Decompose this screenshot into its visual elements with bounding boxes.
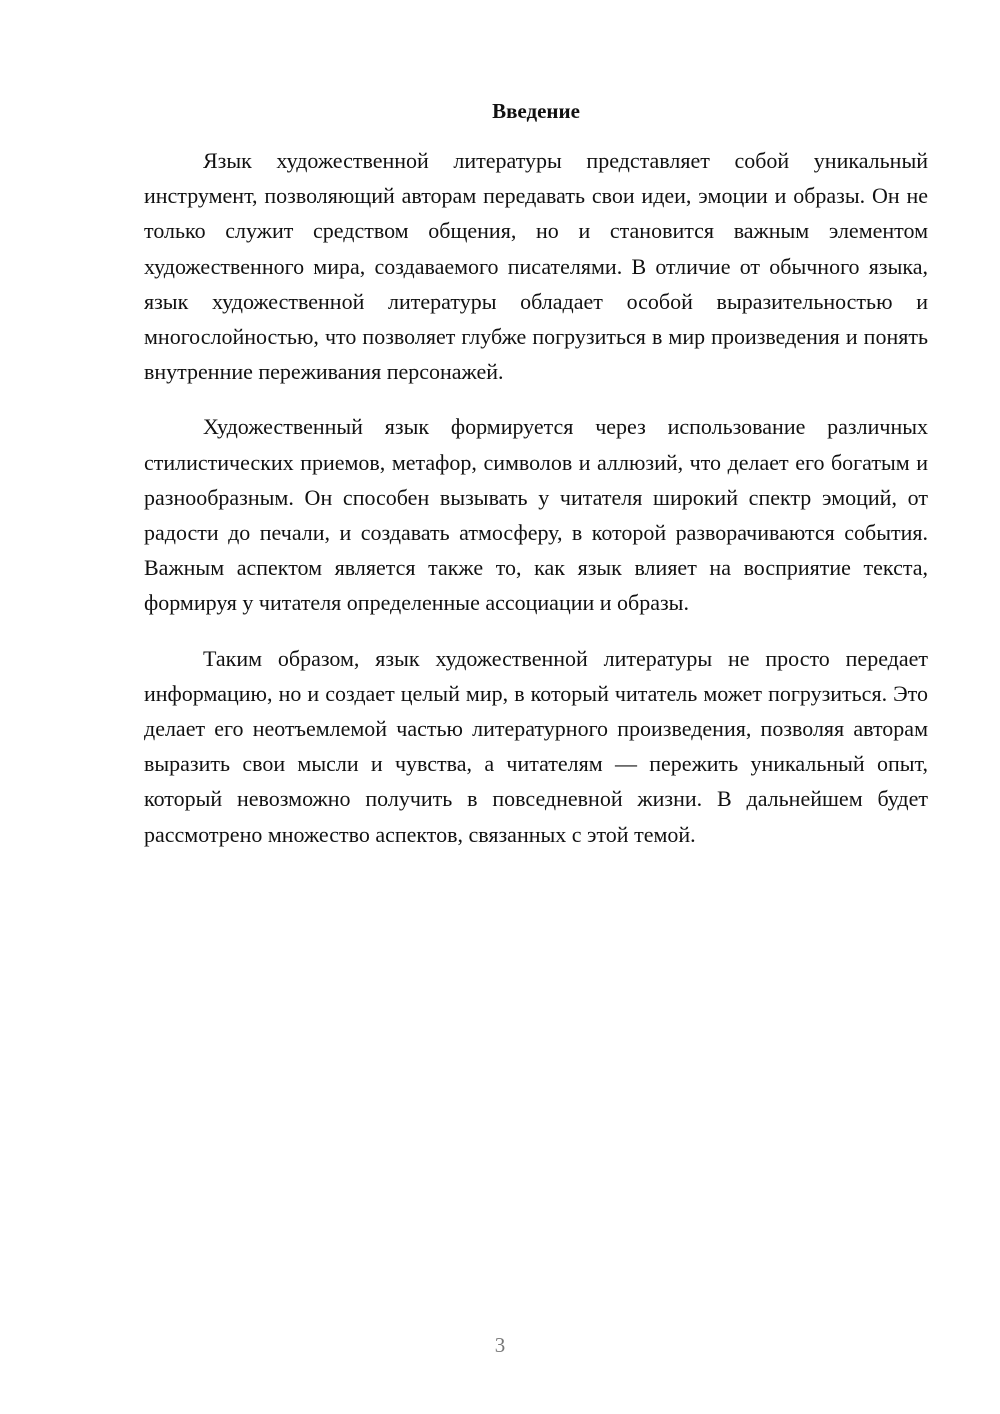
paragraph-1: Язык художественной литературы представляет собой уникальный инструмент, позволяющий авторам передавать свои идеи, эмоции и образы. Он не только служит средством общения, но и становится важным элементом художественного мира, создаваемого писателями. В отличие от обычного языка, язык художественной литературы обладает особой выразительностью и многослойностью, что позволяет глубже погрузиться в мир произведения и понять внутренние переживания персонажей. xyxy=(144,148,928,385)
paragraph-3: Таким образом, язык художественной литературы не просто передает информацию, но и создает целый мир, в который читатель может погрузиться. Это делает его неотъемлемой частью литературного произведения, позволяя авторам выразить свои мысли и чувства, а читателям — пережить уникальный опыт, который невозможно получить в повседневной жизни. В дальнейшем будет рассмотрено множество аспектов, связанных с этой темой. xyxy=(144,645,928,847)
document-body xyxy=(144,96,928,872)
page-title: Введение xyxy=(492,99,580,123)
page-number: 3 xyxy=(494,1333,506,1357)
paragraph-2: Художественный язык формируется через использование различных стилистических приемов, метафор, символов и аллюзий, что делает его богатым и разнообразным. Он способен вызывать у читателя широкий спектр эмоций, от радости до печали, и создавать атмосферу, в которой разворачиваются события. Важным аспектом является также то, как язык влияет на восприятие текста, формируя у читателя определенные ассоциации и образы. xyxy=(144,414,928,616)
